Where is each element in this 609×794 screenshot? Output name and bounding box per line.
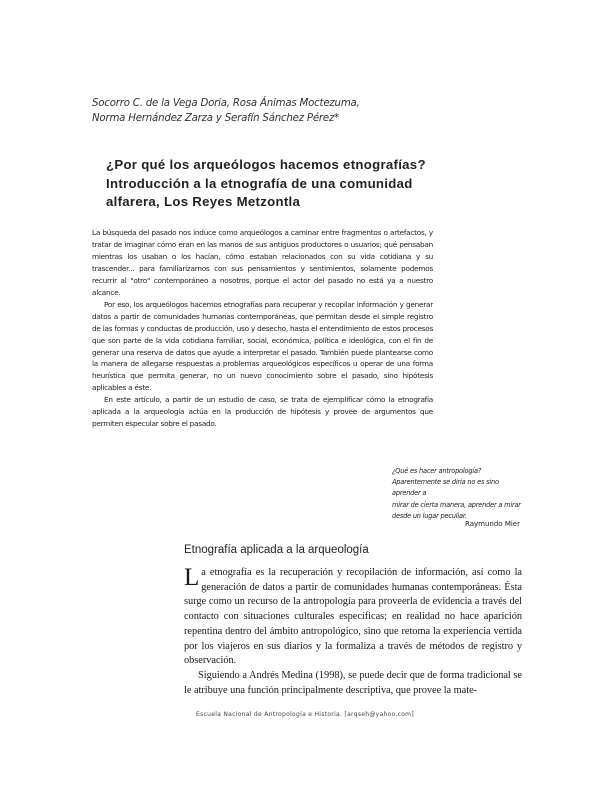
article-title [106, 156, 506, 212]
epigraph-author: Raymundo Mier [465, 520, 520, 528]
body-paragraph-1-text: a etnografía es la recuperación y recopilación de información, así como la generación de datos a partir de comunidades humanas contemporáneas. Ésta surge como un recurso de la antropología para proveerla de evidencia a través del contacto con situaciones culturales específicas; en realidad no hace aparición repentina dentro del ámbito antropológico, sino que retoma la experiencia vertida por los viajeros en sus diarios y la formaliza a través de métodos de registro y observación. [184, 567, 522, 667]
body-paragraph-1 [184, 566, 522, 669]
epigraph-line-2: Aparentemente se diría no es sino aprender a [392, 478, 499, 498]
section-heading: Etnografía aplicada a la arqueología [184, 544, 369, 556]
article-title-line-2: Introducción a la etnografía de una comunidad [106, 175, 413, 191]
article-title-line-1: ¿Por qué los arqueólogos hacemos etnografías? [106, 157, 426, 172]
body-text [184, 566, 522, 698]
author-list [92, 97, 392, 126]
epigraph-line-4: desde un lugar peculiar. [392, 511, 467, 520]
epigraph [392, 466, 522, 522]
drop-cap: L [184, 564, 200, 591]
footnote: Escuela Nacional de Antropología e Historia. [arqseh@yahoo.com] [196, 711, 414, 718]
epigraph-line-1: ¿Qué es hacer antropología? [392, 467, 482, 475]
body-paragraph-2: Siguiendo a Andrés Medina (1998), se puede decir que de forma tradicional se le atribuye una función principalmente descriptiva, que provee la mate- [184, 669, 522, 696]
abstract-paragraph-2: Por eso, los arqueólogos hacemos etnografías para recuperar y recopilar información y generar datos a partir de comunidades humanas contemporáneas, que permitan desde el simple registro de las formas y conductas de producción, uso y desecho, hasta el entendimiento de estos procesos que son parte de la vida cotidiana familiar, social, económica, política e ideológica, con el fin de generar una reserva de datos que ayude a interpretar el pasado. También puede plantearse como la manera de allegarse respuestas a problemas arqueológicos específicos u operar de una forma heurística que permita generar, no un nuevo conocimiento sobre el pasado, sino hipótesis aplicables a éste. [92, 299, 433, 393]
epigraph-line-3: mirar de cierta manera, aprender a mirar [392, 500, 521, 509]
article-title-line-3: alfarera, Los Reyes Metzontla [106, 194, 301, 209]
author-line-2: Norma Hernández Zarza y Serafín Sánchez Pérez* [92, 112, 340, 124]
abstract-paragraph-1: La búsqueda del pasado nos induce como arqueólogos a caminar entre fragmentos o artefactos, y tratar de imaginar cómo eran en las manos de sus antiguos productores o usuarios; qué pensaban mientras los usaban o los hacían, cómo estaban relacionados con su vida cotidiana y su trascender... para familiarizarnos con sus pensamientos y sentimientos, solamente podemos recurrir al "otro" contemporáneo a nosotros, porque el actor del pasado no está ya a nuestro alcance. [92, 228, 433, 297]
abstract [92, 227, 433, 430]
abstract-paragraph-3: En este artículo, a partir de un estudio de caso, se trata de ejemplificar cómo la etnografía aplicada a la arqueología actúa en la producción de hipótesis y provee de argumentos que permiten especular sobre el pasado. [92, 395, 433, 429]
author-line-1: Socorro C. de la Vega Doria, Rosa Ánimas Moctezuma, [92, 98, 360, 109]
